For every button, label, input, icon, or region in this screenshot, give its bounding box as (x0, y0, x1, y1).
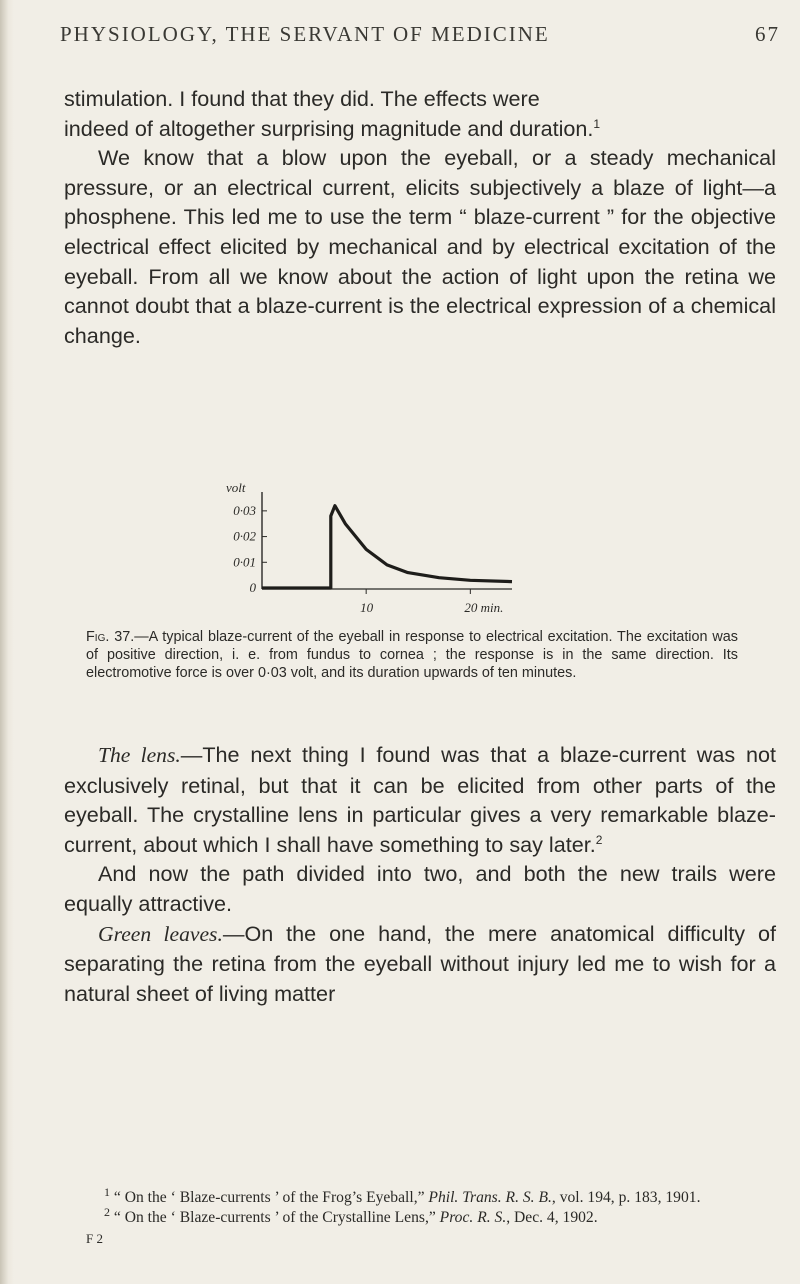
leaves-heading: Green leaves. (98, 921, 223, 946)
signature-mark: F 2 (86, 1231, 103, 1246)
blaze-current-figure (200, 478, 520, 628)
paragraph-1 (64, 84, 776, 350)
paragraph-1-rest: We know that a blow upon the eyeball, or a steady mechanical pressure, or an electrical current, elicits subjectively a blaze of light—a phosphene. This led me to use the term “ blaze-current ” for the objective electrical effect elicited by mechanical and by electrical excitation of the eyeball. From all we know about the action of light upon the retina we cannot doubt that a blaze-current is the electrical expression of a chemical change. (64, 145, 776, 348)
footnote-2-text: “ On the ‘ Blaze-currents ’ of the Crystalline Lens,” (113, 1209, 436, 1226)
paragraph-1-line-2: indeed of altogether surprising magnitude and duration. (64, 115, 594, 141)
y-tick-label: 0·03 (233, 502, 256, 518)
footnote-2-mark: 2 (104, 1204, 110, 1219)
lens-heading: The lens. (98, 743, 181, 767)
footnote-2 (86, 1204, 776, 1228)
footnote-1-mark: 1 (104, 1184, 110, 1199)
blaze-current-chart (200, 478, 520, 628)
footnote-ref-2: 2 (595, 832, 603, 847)
figure-caption (86, 628, 738, 682)
section-lens (64, 740, 776, 1008)
blaze-current-curve (262, 506, 512, 588)
caption-label: Fig. 37. (86, 629, 135, 645)
lens-text-2: And now the path divided into two, and both the new trails were equally attractive. (64, 861, 776, 916)
footnote-1 (86, 1184, 776, 1208)
footnote-1-journal: Phil. Trans. R. S. B. (428, 1189, 552, 1206)
y-tick-label: 0·02 (233, 528, 256, 544)
lens-text-1: —The next thing I found was that a blaze-current was not exclusively retinal, but that it can be elicited from other parts of the eyeball. The crystalline lens in particular gives a very remarkable blaze-current, about which I shall have something to say later. (64, 742, 776, 857)
caption-text: —A typical blaze-current of the eyeball in response to electrical excitation. The excitation was of positive direction, i. e. from fundus to cornea ; the response is in the same direction. Its electromotive force is over 0·03 volt, and its duration upwards of ten minutes. (86, 629, 738, 681)
page-number: 67 (755, 22, 780, 46)
footnote-2-rest: , Dec. 4, 1902. (506, 1209, 598, 1226)
footnote-1-text: “ On the ‘ Blaze-currents ’ of the Frog’s Eyeball,” (113, 1189, 425, 1206)
y-tick-label: 0 (249, 580, 256, 595)
running-title: PHYSIOLOGY, THE SERVANT OF MEDICINE (60, 22, 550, 46)
footnote-1-rest: , vol. 194, p. 183, 1901. (551, 1189, 701, 1206)
paragraph-1-line-1: stimulation. I found that they did. The effects were (64, 86, 540, 111)
footnote-ref-1: 1 (593, 116, 601, 131)
y-axis-label: volt (226, 480, 246, 495)
page-edge (0, 0, 14, 1284)
footnotes (86, 1184, 776, 1249)
leaves-text: —On the one hand, the mere anatomical difficulty of separating the retina from the eyeball without injury led me to wish for a natural sheet of living matter (64, 920, 776, 1006)
x-tick-label: 20 min. (464, 600, 504, 615)
footnote-2-journal: Proc. R. S. (439, 1209, 507, 1226)
running-header (60, 22, 780, 47)
x-tick-label: 10 (360, 600, 374, 615)
y-tick-label: 0·01 (233, 554, 256, 570)
